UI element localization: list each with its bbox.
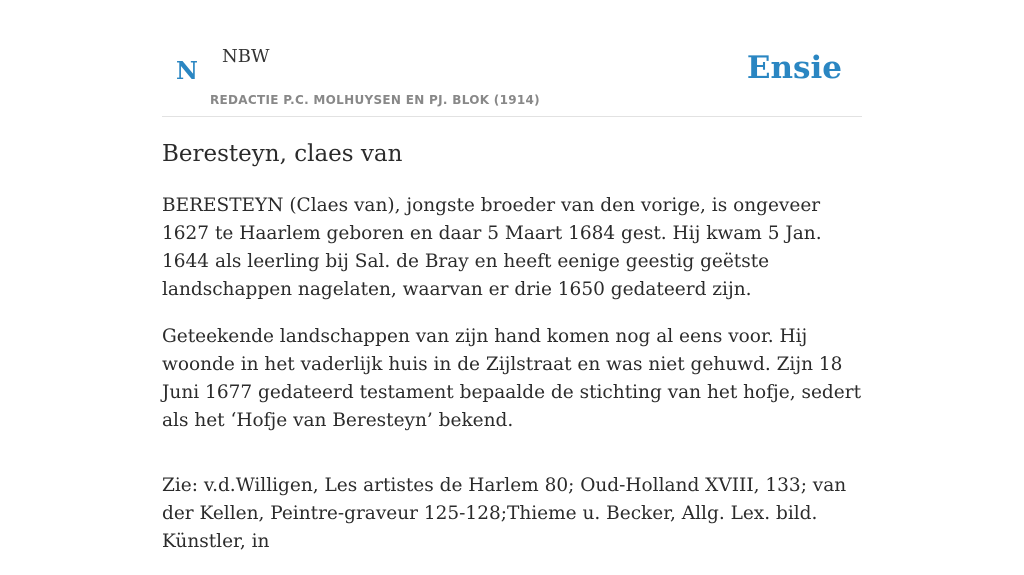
source-title[interactable]: NBW [222,46,270,67]
article-paragraph: Geteekende landschappen van zijn hand komen nog al eens voor. Hij woonde in het vaderlijk huis in de Zijlstraat en was niet gehuwd. Zijn 18 Juni 1677 gedateerd testament bepaalde de stichting van het hofje, sedert als het ‘Hofje van Beresteyn’ bekend. [162,326,861,431]
article-references: Zie: v.d.Willigen, Les artistes de Harlem 80; Oud-Holland XVIII, 133; van der Kellen, Peintre-graveur 125-128;Thieme u. Becker, Allg. Lex. bild. Künstler, in [162,475,847,552]
article-title: Beresteyn, claes van [162,141,403,167]
article [162,138,862,575]
source-logo-icon: N [176,56,198,85]
header [162,0,862,117]
brand-logo[interactable]: Ensie [746,50,842,86]
source-subtitle: REDACTIE P.C. MOLHUYSEN EN PJ. BLOK (1914) [210,93,540,107]
article-paragraph: BERESTEYN (Claes van), jongste broeder van den vorige, is ongeveer 1627 te Haarlem geboren en daar 5 Maart 1684 gest. Hij kwam 5 Jan. 1644 als leerling bij Sal. de Bray en heeft eenige geestig geëtste landschappen nagelaten, waarvan er drie 1650 gedateerd zijn. [162,195,822,300]
